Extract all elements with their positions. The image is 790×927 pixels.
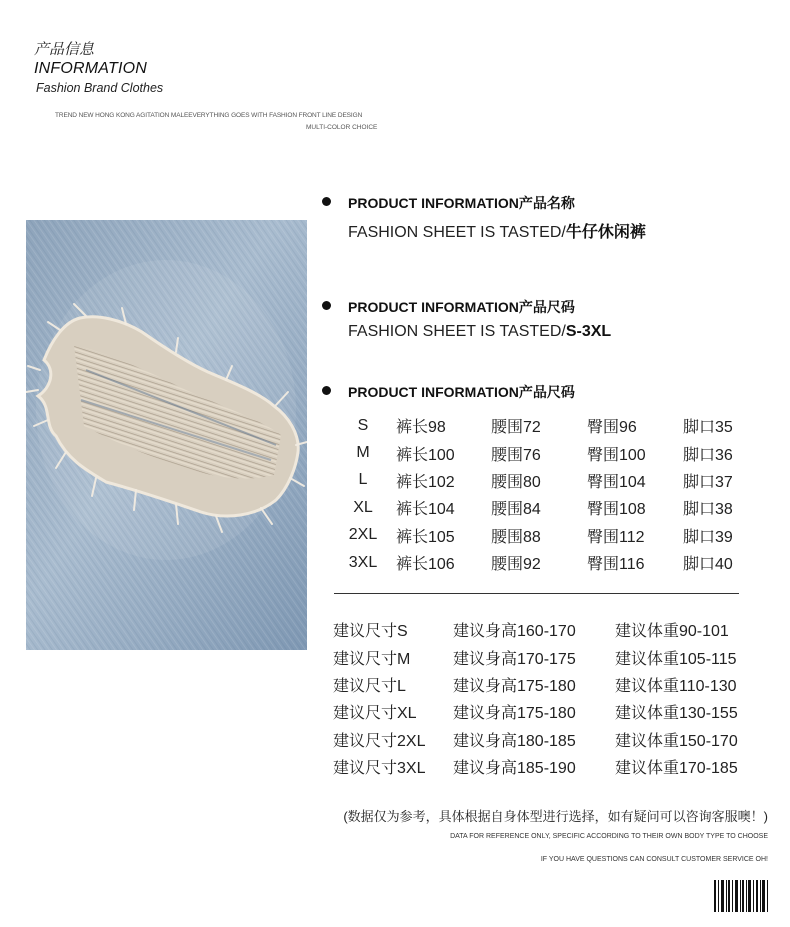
disclaimer-en: DATA FOR REFERENCE ONLY, SPECIFIC ACCORDING TO THEIR OWN BODY TYPE TO CHOOSE	[450, 833, 768, 840]
table-row	[333, 671, 765, 698]
ripped-denim-photo	[26, 220, 307, 650]
bullet-icon	[322, 301, 331, 310]
table-row	[333, 616, 765, 643]
section-heading: PRODUCT INFORMATION产品尺码	[348, 384, 575, 400]
recommend-weight-cell: 建议体重110-130	[615, 677, 737, 695]
recommend-height-cell: 建议身高180-185	[453, 732, 576, 750]
recommend-height-cell: 建议身高175-180	[453, 677, 576, 695]
recommend-size-cell: 建议尺寸2XL	[333, 732, 426, 750]
table-row	[330, 412, 753, 439]
waist-cell: 腰围92	[491, 556, 541, 574]
divider	[334, 593, 739, 594]
hip-cell: 臀围112	[587, 528, 645, 546]
recommend-weight-cell: 建议体重130-155	[615, 705, 738, 723]
tagline-secondary: MULTI-COLOR CHOICE	[306, 124, 378, 131]
recommendation-table	[333, 616, 765, 780]
table-row	[333, 698, 765, 725]
hip-cell: 臀围96	[587, 419, 637, 437]
cn-title: 产品信息	[34, 41, 95, 58]
disclaimer-cn: (数据仅为参考，具体根据自身体型进行选择，如有疑问可以咨询客服噢！)	[343, 809, 768, 824]
product-name: 牛仔休闲裤	[565, 224, 646, 241]
recommend-size-cell: 建议尺寸M	[333, 650, 411, 668]
length-cell: 裤长104	[396, 501, 455, 519]
barcode-graphic	[713, 879, 769, 913]
length-cell: 裤长98	[396, 419, 446, 437]
table-row	[330, 494, 753, 521]
recommend-size-cell: 建议尺寸XL	[333, 705, 417, 723]
denim-illustration	[26, 220, 307, 650]
table-row	[330, 549, 753, 576]
recommend-weight-cell: 建议体重170-185	[615, 760, 738, 778]
recommend-weight-cell: 建议体重90-101	[615, 623, 729, 641]
size-cell: XL	[353, 498, 373, 516]
recommend-height-cell: 建议身高175-180	[453, 705, 576, 723]
recommend-weight-cell: 建议体重105-115	[615, 650, 737, 668]
waist-cell: 腰围88	[491, 528, 541, 546]
hip-cell: 臀围104	[587, 473, 646, 491]
hem-cell: 脚口39	[683, 528, 733, 546]
section-heading: PRODUCT INFORMATION产品尺码	[348, 299, 575, 315]
hem-cell: 脚口35	[683, 419, 733, 437]
recommend-size-cell: 建议尺寸S	[333, 623, 408, 641]
length-cell: 裤长106	[396, 556, 455, 574]
recommend-size-cell: 建议尺寸L	[333, 677, 406, 695]
barcode-icon	[713, 879, 769, 913]
hem-cell: 脚口36	[683, 446, 733, 464]
table-row	[333, 753, 765, 780]
hip-cell: 臀围100	[587, 446, 646, 464]
size-chart-table	[330, 412, 753, 576]
length-cell: 裤长102	[396, 473, 455, 491]
length-cell: 裤长105	[396, 528, 455, 546]
hem-cell: 脚口37	[683, 473, 733, 491]
size-cell: S	[357, 416, 369, 434]
waist-cell: 腰围84	[491, 501, 541, 519]
table-row	[333, 726, 765, 753]
recommend-height-cell: 建议身高160-170	[453, 623, 576, 641]
brand-subtitle: Fashion Brand Clothes	[36, 81, 164, 95]
length-cell: 裤长100	[396, 446, 455, 464]
waist-cell: 腰围72	[491, 419, 541, 437]
contact-note-en: IF YOU HAVE QUESTIONS CAN CONSULT CUSTOMER SERVICE OH!	[540, 856, 768, 863]
bullet-icon	[322, 386, 331, 395]
table-row	[333, 643, 765, 670]
section-value	[348, 323, 611, 341]
section-value	[348, 219, 646, 242]
hem-cell: 脚口38	[683, 501, 733, 519]
table-row	[330, 439, 753, 466]
hip-cell: 臀围108	[587, 501, 646, 519]
value-prefix: FASHION SHEET IS TASTED/	[348, 323, 566, 340]
waist-cell: 腰围76	[491, 446, 541, 464]
size-cell: 3XL	[348, 553, 378, 571]
waist-cell: 腰围80	[491, 473, 541, 491]
recommend-height-cell: 建议身高170-175	[453, 650, 576, 668]
section-heading: PRODUCT INFORMATION产品名称	[348, 195, 575, 211]
value-prefix: FASHION SHEET IS TASTED/	[348, 224, 566, 241]
size-range: S-3XL	[565, 323, 612, 340]
hip-cell: 臀围116	[587, 556, 645, 574]
recommend-weight-cell: 建议体重150-170	[615, 732, 738, 750]
recommend-height-cell: 建议身高185-190	[453, 760, 576, 778]
size-cell: L	[358, 471, 368, 489]
size-cell: M	[356, 444, 370, 462]
bullet-icon	[322, 197, 331, 206]
recommend-size-cell: 建议尺寸3XL	[333, 760, 426, 778]
table-row	[330, 522, 753, 549]
hem-cell: 脚口40	[683, 556, 733, 574]
size-cell: 2XL	[348, 526, 378, 544]
page-title: INFORMATION	[34, 60, 148, 77]
tagline: TREND NEW HONG KONG AGITATION MALEEVERYTHING GOES WITH FASHION FRONT LINE DESIGN	[55, 112, 363, 119]
table-row	[330, 467, 753, 494]
